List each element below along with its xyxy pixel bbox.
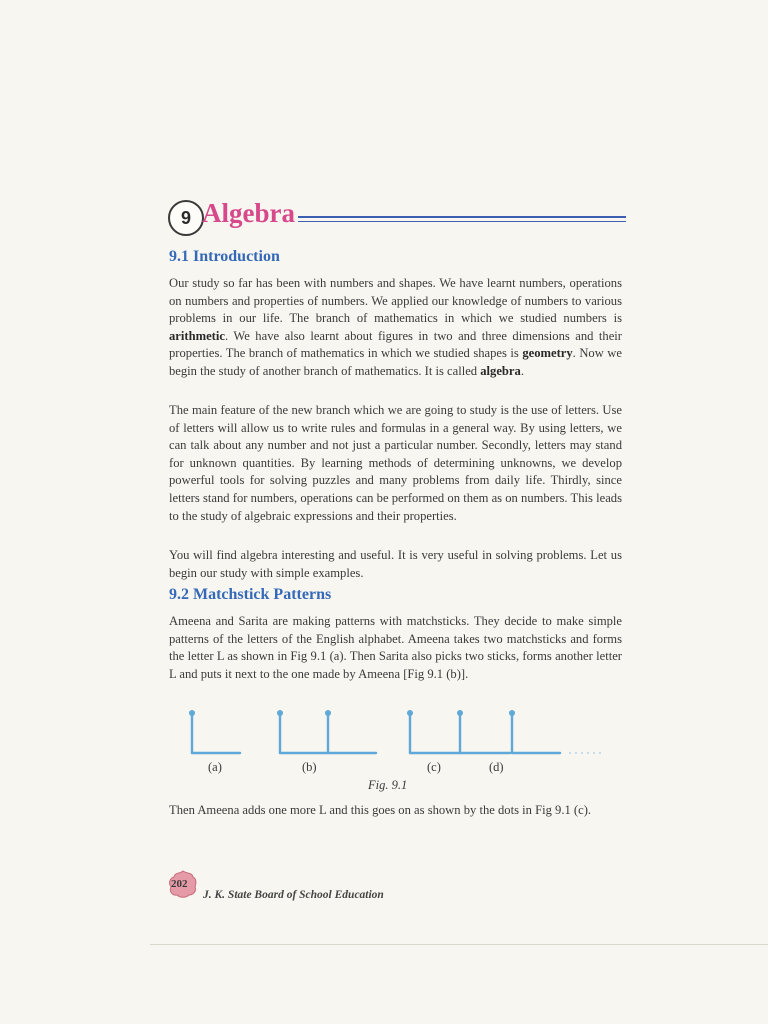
paragraph-introduction — [169, 275, 622, 381]
matchstick-drawing — [180, 705, 610, 765]
dot — [575, 752, 577, 754]
chapter-rule-thin — [298, 221, 626, 222]
text-run: Our study so far has been with numbers and shapes. We have learnt numbers, operations on numbers and properties of numbers. We applied our knowledge of numbers to various problems in our life. The branch of mathematics in which we studied numbers is — [169, 276, 622, 326]
text-run: . Now we begin the study of another branch of mathematics. It is called — [169, 346, 622, 378]
stick-head — [189, 710, 195, 716]
publisher-name: J. K. State Board of School Education — [203, 889, 384, 901]
chapter-title: Algebra — [202, 198, 295, 228]
term-geometry: geometry — [522, 346, 573, 361]
figure-label-a: (a) — [208, 760, 222, 774]
stick-head — [457, 710, 463, 716]
section-title-introduction: 9.1 Introduction — [169, 248, 280, 265]
chapter-header — [168, 198, 626, 238]
stick-head — [509, 710, 515, 716]
chapter-rule — [298, 216, 626, 218]
dot — [587, 752, 589, 754]
chapter-number: 9 — [168, 200, 204, 236]
section-title-matchstick: 9.2 Matchstick Patterns — [169, 586, 332, 603]
matchstick-heads — [189, 710, 515, 716]
term-algebra: algebra — [480, 363, 521, 378]
page-number: 202 — [171, 878, 188, 890]
paragraph-matchstick: Ameena and Sarita are making patterns with matchsticks. They decide to make simple patterns of the letters of the English alphabet. Ameena takes two matchsticks and forms the letter L as shown in Fig 9.1 (a). Then Sarita also picks two sticks, forms another letter L and puts it next to the one made by Ameena [Fig 9.1 (b)]. — [169, 614, 622, 681]
paragraph-letters: The main feature of the new branch which we are going to study is the use of letters. Use of letters will allow us to write rules and formulas in a general way. By using letters, we can talk about any number and not just a particular number. Secondly, letters may stand for unknown quantities. By learning methods of determining unknowns, we develop powerful tools for solving puzzles and many problems from daily life. Thirdly, since letters stand for numbers, operations can be performed on them as on numbers. This leads to the study of algebraic expressions and their properties. — [169, 403, 622, 523]
paragraph-examples: You will find algebra interesting and useful. It is very useful in solving problems. Let us begin our study with simple examples. — [169, 548, 622, 580]
paragraph-continuation: Then Ameena adds one more L and this goes on as shown by the dots in Fig 9.1 (c). — [169, 803, 592, 817]
text-run: . We have also learnt about figures in two and three dimensions and their properties. The branch of mathematics in which we studied shapes is — [169, 328, 622, 361]
stick-head — [407, 710, 413, 716]
dot — [599, 752, 601, 754]
figure-label-c: (c) — [427, 760, 441, 774]
stick-head — [277, 710, 283, 716]
page-edge-line — [150, 944, 768, 945]
text-run: . — [520, 363, 524, 378]
dot — [569, 752, 571, 754]
stick-head — [325, 710, 331, 716]
continuation-dots — [569, 752, 601, 754]
matchstick-figure — [180, 705, 610, 780]
figure-label-b: (b) — [302, 760, 317, 774]
figure-label-d: (d) — [489, 760, 504, 774]
dot — [593, 752, 595, 754]
figure-caption: Fig. 9.1 — [368, 778, 408, 792]
matchstick-lines — [192, 713, 560, 753]
term-arithmetic: arithmetic — [169, 328, 225, 343]
dot — [581, 752, 583, 754]
